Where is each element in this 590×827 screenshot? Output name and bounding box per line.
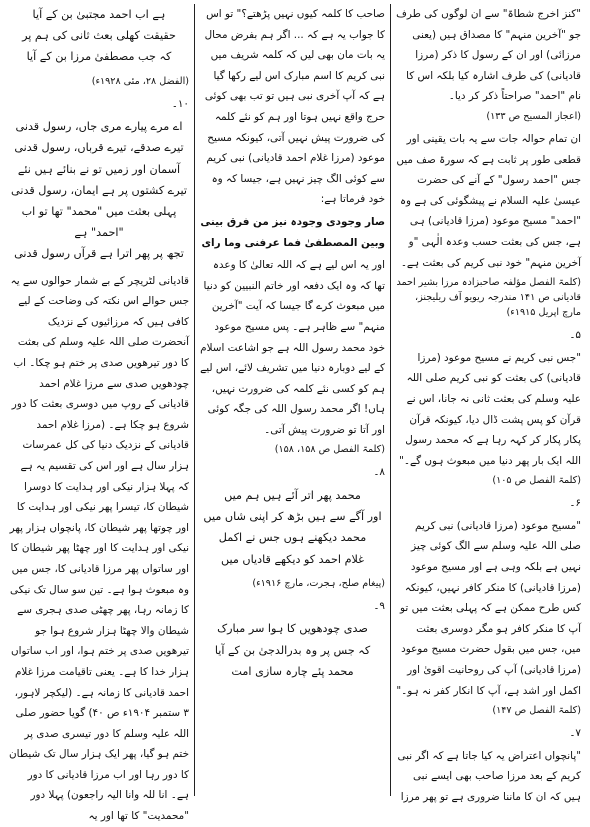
item-number: ۱۰۔ [171, 97, 189, 110]
paragraph: "پانچواں اعتراض یہ کیا جاتا ہے کہ اگر نبی کریم کے بعد مرزا صاحب بھی ایسے نبی ہیں کہ ان کا ماننا ضروری ہے تو پھر مرزا [397, 749, 581, 803]
paragraph: "کنز اخرج شطاۃ" سے ان لوگوں کی طرف جو "آخرین منہم" کا مصداق ہیں (یعنی مرزائی) اور ان کے رسول کا ذکر (مرزا قادیانی) کی طرف اشارہ کیا بلکہ اس کا نام "احمد" صراحتاً ذکر کر دیا۔ [396, 8, 581, 103]
poem-line: غلام احمد کو دیکھے قادیاں میں [220, 552, 365, 566]
poem-line: اے مرے پیارے مری جاں، رسول قدنی [15, 120, 183, 134]
poem-line: محمد پئے چارہ سازی امت [231, 664, 354, 678]
poem [9, 4, 189, 68]
book-page [4, 4, 586, 823]
paragraph: صاحب کا کلمہ کیوں نہیں پڑھتے؟" تو اس کا جواب یہ ہے کہ ... اگر ہم بفرض محال یہ بات مان بھی لیں کہ کلمہ شریف میں نبی کریم کا اسم مبارک اس لیے رکھا گیا ہے کہ آپ آخری نبی ہیں تو تب بھی کوئی حرج واقع نہیں ہوتا اور ہم کو نئے کلمہ کی ضرورت پیش نہیں آتی، کیونکہ مسیح موعود (مرزا غلام احمد قادیانی) نبی کریم سے کوئی الگ چیز نہیں ہے، جیسا کہ وہ خود فرماتا ہے: [204, 8, 385, 206]
citation: (کلمۃ الفصل ص ۱۵۸، ۱۵۸) [274, 444, 385, 456]
paragraph: ان تمام حوالہ جات سے یہ بات یقینی اور قطعی طور پر ثابت ہے کہ سورۃ صف میں جس "احمد رسول" کے آنے کی حضرت عیسیٰ علیہ السلام نے پیشگوئی کی ہے وہ "احمد" مسیح موعود (مرزا قادیانی) ہی ہے، جس کی بعثت حسب وعدہ الٰہی "و آخرین منہم" خود نبی کریم کی بعثت ہے۔ [396, 132, 581, 269]
paragraph: قادیانی لٹریچر کے بے شمار حوالوں سے یہ جس حوالے اس نکتہ کی وضاحت کے لیے کافی ہیں کہ مرزائیوں کے نزدیک آنحضرت صلی اللہ علیہ وسلم کی بعثت کا دور تیرھویں صدی پر ختم ہو چکا۔ اب چودھویں صدی سے مرزا غلام احمد قادیانی کے روپ میں دوسری بعثت کا دور شروع ہو چکا ہے۔ (مرزا غلام احمد قادیانی کے نزدیک دنیا کی کل عمرسات ہزار سال ہے اور اس کی تقسیم یہ ہے کہ پہلا ہزار نیکی اور ہدایت کا دوسرا شیطان کا، تیسرا پھر نیکی اور ہدایت کا اور چوتھا پھر شیطان کا، پانچواں ہزار پھر نیکی اور ہدایت کا اور چھٹا پھر شیطان کا اور ساتواں پھر مرزا قادیانی کا، جس میں وہ مبعوث ہوا ہے۔ تین سو سال تک نیکی کا زمانہ رہا، پھر چھٹی صدی ہجری سے شیطان والا چھٹا ہزار شروع ہوا جو تیرھویں صدی پر ختم ہوا، اور اب ساتواں ہزار خدا کا ہے۔ یعنی تاقیامت مرزا غلام احمد قادیانی کا زمانہ ہے۔ (لیکچر لاہور، ۳ ستمبر ۱۹۰۴ء ص ۴۰) گویا حضور صلی اللہ علیہ وسلم کا دور تیسری صدی پر ختم ہو گیا، پھر ایک ہزار سال تک شیطان کا دور رہا اور اب مرزا قادیانی کا دور ہے۔ انا للہ وانا الیہ راجعون) پہلا دور "محمدیت" کا تھا اور یہ [9, 274, 189, 823]
poem-line: کہ جب مصطفیٰ مرزا بن کے آیا [26, 50, 172, 64]
item-number: ۶۔ [569, 497, 581, 510]
citation: (پیغام صلح، ہجرت، مارچ ۱۹۱۶ء) [252, 577, 385, 589]
poem-line: تجھ پر پھر اترا ہے قرآں رسول قدنی [14, 247, 184, 261]
item-number: ۹۔ [373, 599, 385, 612]
poem [200, 485, 385, 570]
poem [9, 116, 189, 264]
item-number: ۵۔ [569, 329, 581, 342]
poem-line: ہے اب احمد مجتبیٰ بن کے آیا [32, 8, 166, 21]
arabic-quote: صار وجودی وجودہ نیز من فرق بینی وبین المصطفیٰ فما عرفنی وما رای [200, 215, 385, 249]
citation: (کلمۃ الفصل مؤلفہ صاحبزادہ مرزا بشیر احمد قادیانی ص ۱۴۱ مندرجہ ریویو آف ریلیجنز، مارچ اپریل ۱۹۱۵ء) [396, 277, 581, 319]
middle-column [194, 4, 390, 796]
poem-line: اور آگے سے ہیں بڑھ کر اپنی شاں میں [203, 510, 382, 524]
right-column [390, 4, 586, 803]
item-number: ۸۔ [373, 466, 385, 479]
poem-line: آسمان اور زمیں تو نے بنائے ہیں نئے [17, 162, 181, 176]
left-column [4, 4, 194, 823]
poem-line: تیرے صدقے، تیرے قرباں، رسول قدنی [14, 141, 184, 155]
poem-line: محمد دیکھنے ہوں جس نے اکمل [218, 531, 367, 545]
poem-line: تیرے کشتوں پر ہے ایمان، رسول قدنی [11, 183, 187, 197]
poem-line: پہلی بعثت میں "محمد" تھا تو اب "احمد" ہے [21, 205, 177, 240]
poem-line: صدی چودھویں کا ہوا سر مبارک [217, 622, 368, 636]
poem [200, 618, 385, 682]
citation: (الفضل ۲۸، مئی ۱۹۲۸ء) [91, 75, 189, 87]
citation: (کلمۃ الفصل ص ۱۰۵) [492, 475, 581, 487]
paragraph: اور یہ اس لیے ہے کہ اللہ تعالیٰ کا وعدہ تھا کہ وہ ایک دفعہ اور خاتم النبیین کو دنیا میں مبعوث کرے گا جیسا کہ آیت "آخرین منہم" سے ظاہر ہے۔ پس مسیح موعود خود محمد رسول اللہ ہے جو اشاعت اسلام کے لیے دوبارہ دنیا میں تشریف لائے، اس لیے ہم کو کسی نئے کلمہ کی ضرورت نہیں، ہاں! اگر محمد رسول اللہ کی جگہ کوئی اور آتا تو ضرورت پیش آتی۔ [200, 259, 385, 436]
citation: (اعجاز المسیح ص ۱۳۳) [486, 110, 581, 122]
paragraph: "مسیح موعود (مرزا قادیانی) نبی کریم صلی اللہ علیہ وسلم سے الگ کوئی چیز نہیں ہے بلکہ وہی ہے اور مسیح موعود (مرزا قادیانی) کا منکر کافر نہیں، کیونکہ کس طرح ممکن ہے کہ پہلی بعثت میں تو آپ کا منکر کافر ہو مگر دوسری بعثت میں، جس میں بقول حضرت مسیح موعود (مرزا قادیانی) آپ کی روحانیت اقویٰ اور اکمل اور اشد ہے، آپ کا انکار کفر نہ ہو۔" [396, 519, 581, 697]
poem-line: کہ جس پر وہ بدرالدجیٰ بن کے آیا [214, 643, 371, 657]
citation: (کلمۃ الفصل ص ۱۴۷) [492, 705, 581, 717]
poem-line: محمد پھر اتر آئے ہیں ہم میں [224, 489, 361, 503]
item-number: ۷۔ [569, 727, 581, 740]
paragraph: "جس نبی کریم نے مسیح موعود (مرزا قادیانی) کی بعثت کو نبی کریم صلی اللہ علیہ وسلم کی بعثت ثانی نہ جانا، اس نے قرآن کو پس پشت ڈال دیا، کیونکہ قرآن پکار پکار کر کہہ رہا ہے کہ محمد رسول اللہ ایک بار پھر دنیا میں مبعوث ہوں گے۔" [399, 351, 581, 467]
poem-line: حقیقت کھلی بعث ثانی کی ہم پر [22, 29, 176, 43]
